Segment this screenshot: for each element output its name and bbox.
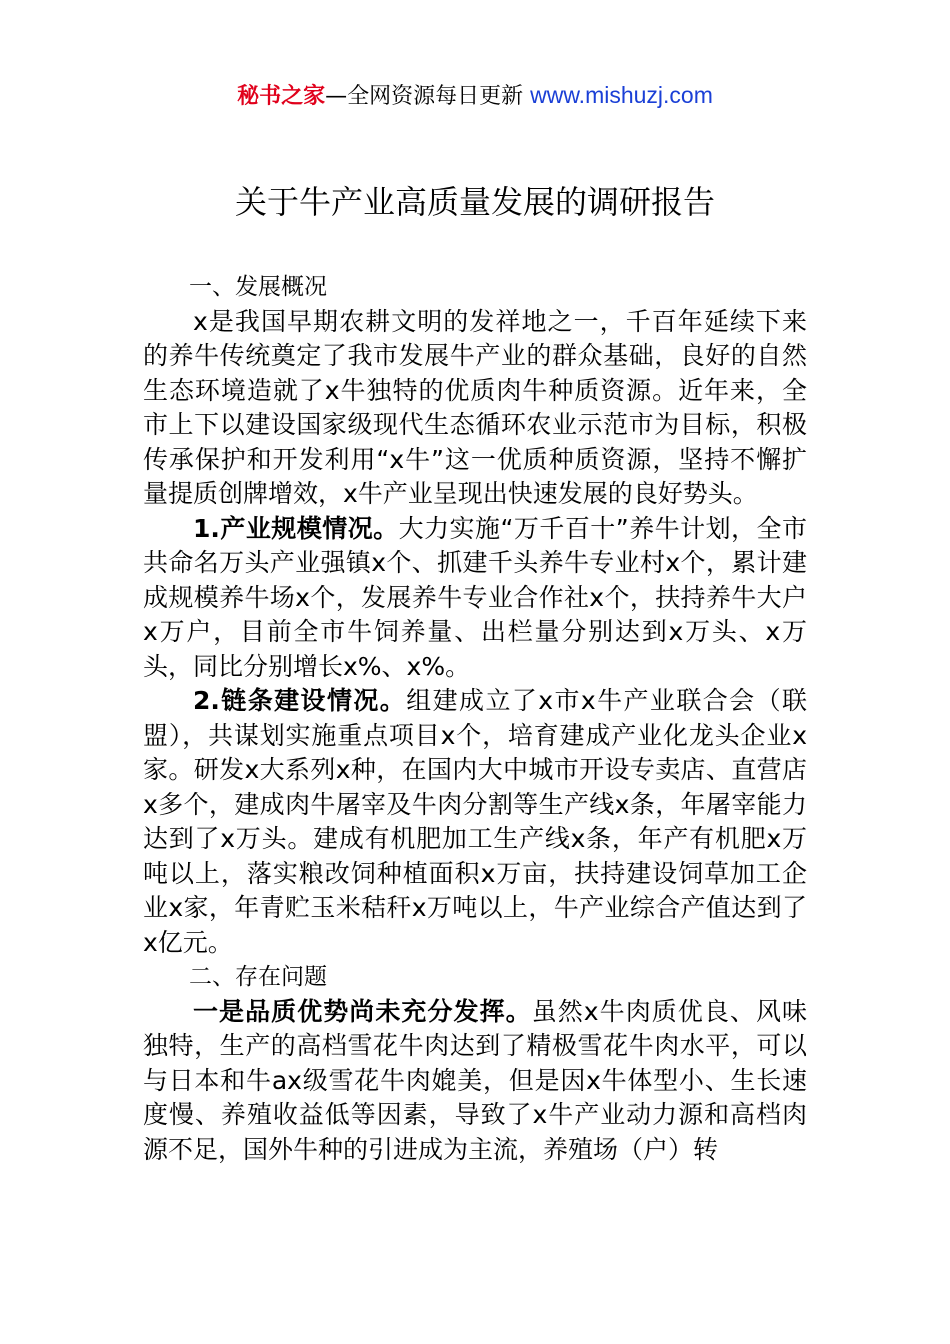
paragraph-text: 大力实施“万千百十”养牛计划，全市共命名万头产业强镇x个、抓建千头养牛专业村x个，累计建成规模养牛场x个，发展养牛专业合作社x个，扶持养牛大户x万户，目前全市牛饲养量、出栏量分别达到x万头、x万头，同比分别增长x%、x%。	[143, 513, 807, 681]
site-tagline: —全网资源每日更新	[325, 84, 524, 109]
section-heading-overview: 一、发展概况	[189, 274, 327, 300]
paragraph-chain-construction	[143, 684, 807, 960]
paragraph-lead: 1.产业规模情况。	[193, 513, 399, 543]
site-url-link[interactable]: www.mishuzj.com	[530, 82, 713, 108]
document-body	[143, 270, 807, 1167]
paragraph-text: 组建成立了x市x牛产业联合会（联盟），共谋划实施重点项目x个，培育建成产业化龙头企业x家。研发x大系列x种，在国内大中城市开设专卖店、直营店x多个，建成肉牛屠宰及牛肉分割等生产线x条，年屠宰能力达到了x万头。建成有机肥加工生产线x条，年产有机肥x万吨以上，落实粮改饲种植面积x万亩，扶持建设饲草加工企业x家，年青贮玉米秸秆x万吨以上，牛产业综合产值达到了x亿元。	[143, 686, 807, 957]
site-banner	[0, 80, 950, 112]
paragraph-quality-advantage	[143, 995, 807, 1168]
paragraph-text: x是我国早期农耕文明的发祥地之一，千百年延续下来的养牛传统奠定了我市发展牛产业的群众基础，良好的自然生态环境造就了x牛独特的优质肉牛种质资源。近年来，全市上下以建设国家级现代生态循环农业示范市为目标，积极传承保护和开发利用“x牛”这一优质种质资源，坚持不懈扩量提质创牌增效，x牛产业呈现出快速发展的良好势头。	[143, 306, 807, 508]
paragraph-lead: 一是品质优势尚未充分发挥。	[193, 996, 532, 1026]
paragraph-industry-scale	[143, 512, 807, 685]
paragraph-text: 虽然x牛肉质优良、风味独特，生产的高档雪花牛肉达到了精极雪花牛肉水平，可以与日本和牛ax级雪花牛肉媲美，但是因x牛体型小、生长速度慢、养殖收益低等因素，导致了x牛产业动力源和高档肉源不足，国外牛种的引进成为主流，养殖场（户）转	[143, 996, 807, 1164]
paragraph-lead: 2.链条建设情况。	[193, 686, 407, 715]
section-heading-problems: 二、存在问题	[189, 964, 327, 990]
document-title: 关于牛产业高质量发展的调研报告	[234, 183, 715, 221]
site-brand: 秘书之家	[237, 84, 326, 109]
paragraph-overview-intro	[143, 305, 807, 512]
